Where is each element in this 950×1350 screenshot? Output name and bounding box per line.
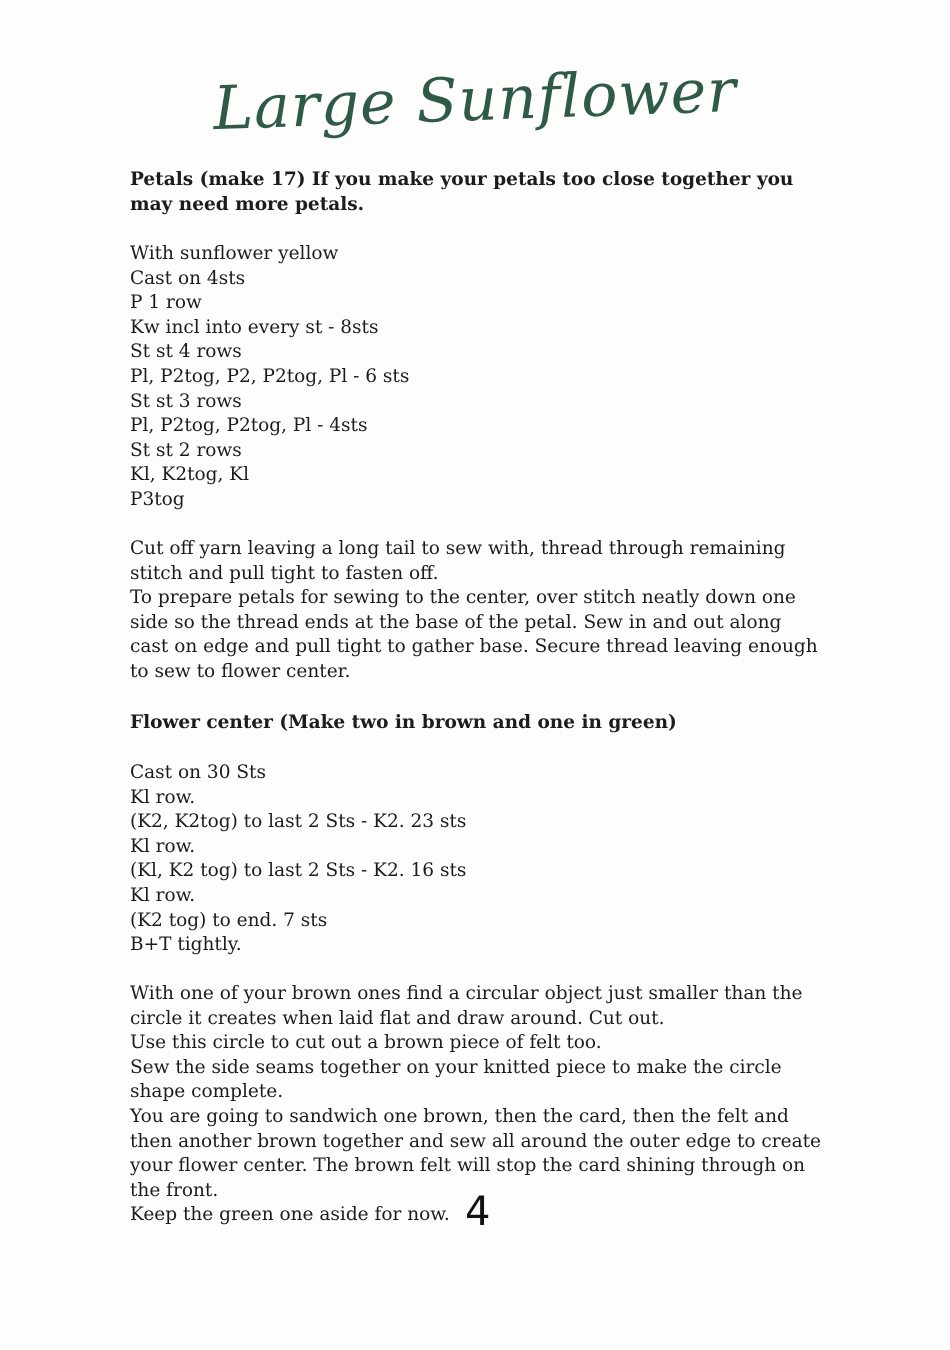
petals-step: St st 4 rows	[130, 341, 242, 363]
center-step: (K2 tog) to end. 7 sts	[130, 909, 328, 931]
petals-step: Kl, K2tog, Kl	[130, 464, 250, 486]
center-instruction-paragraph: With one of your brown ones find a circular object just smaller than the circle it creates when laid flat and draw around. Cut out.	[130, 983, 803, 1029]
petals-step: St st 3 rows	[130, 390, 242, 412]
petals-finish	[130, 537, 820, 685]
center-heading	[130, 711, 820, 736]
page-title: Large Sunflower	[212, 55, 738, 145]
center-step: Cast on 30 Sts	[130, 762, 266, 783]
center-instruction-paragraph: You are going to sandwich one brown, then the card, then the felt and then another brown together and sew all around the outer edge to create your flower center. The brown felt will stop the card shining through on the front.	[130, 1105, 821, 1201]
center-step: Kl row.	[130, 884, 196, 906]
center-steps	[130, 761, 820, 958]
petals-finish-paragraph: To prepare petals for sewing to the center, over stitch neatly down one side so the thread ends at the base of the petal. Sew in and out along cast on edge and pull tight to gather base. Secure thread leaving enough to sew to flower center.	[130, 587, 818, 682]
center-instruction-paragraph: Keep the green one aside for now.	[130, 1204, 450, 1226]
page-number: 4	[465, 1189, 491, 1235]
petals-step: Pl, P2tog, P2, P2tog, Pl - 6 sts	[130, 365, 410, 387]
petals-step: Cast on 4sts	[130, 267, 246, 289]
petals-step: With sunflower yellow	[130, 243, 339, 264]
center-step: Kl row.	[130, 786, 196, 808]
petals-step: Pl, P2tog, P2tog, Pl - 4sts	[130, 415, 368, 437]
petals-step: P3tog	[130, 488, 185, 510]
petals-step: Kw incl into every st - 8sts	[130, 316, 379, 338]
petals-steps	[130, 242, 820, 513]
petals-heading-text: Petals (make 17) If you make your petals too close together you may need more petals.	[130, 169, 794, 215]
center-heading-text: Flower center (Make two in brown and one in green)	[130, 712, 677, 733]
petals-step: P 1 row	[130, 292, 202, 314]
center-step: B+T tightly.	[130, 934, 242, 956]
petals-heading	[130, 168, 820, 217]
petals-step: St st 2 rows	[130, 439, 242, 461]
center-step: (Kl, K2 tog) to last 2 Sts - K2. 16 sts	[130, 860, 467, 882]
center-instruction-paragraph: Sew the side seams together on your knitted piece to make the circle shape complete.	[130, 1056, 782, 1103]
center-step: (K2, K2tog) to last 2 Sts - K2. 23 sts	[130, 811, 467, 833]
center-step: Kl row.	[130, 835, 196, 857]
center-instruction-paragraph: Use this circle to cut out a brown piece of felt too.	[130, 1032, 602, 1054]
petals-finish-paragraph: Cut off yarn leaving a long tail to sew with, thread through remaining stitch and pull tight to fasten off.	[130, 538, 786, 584]
